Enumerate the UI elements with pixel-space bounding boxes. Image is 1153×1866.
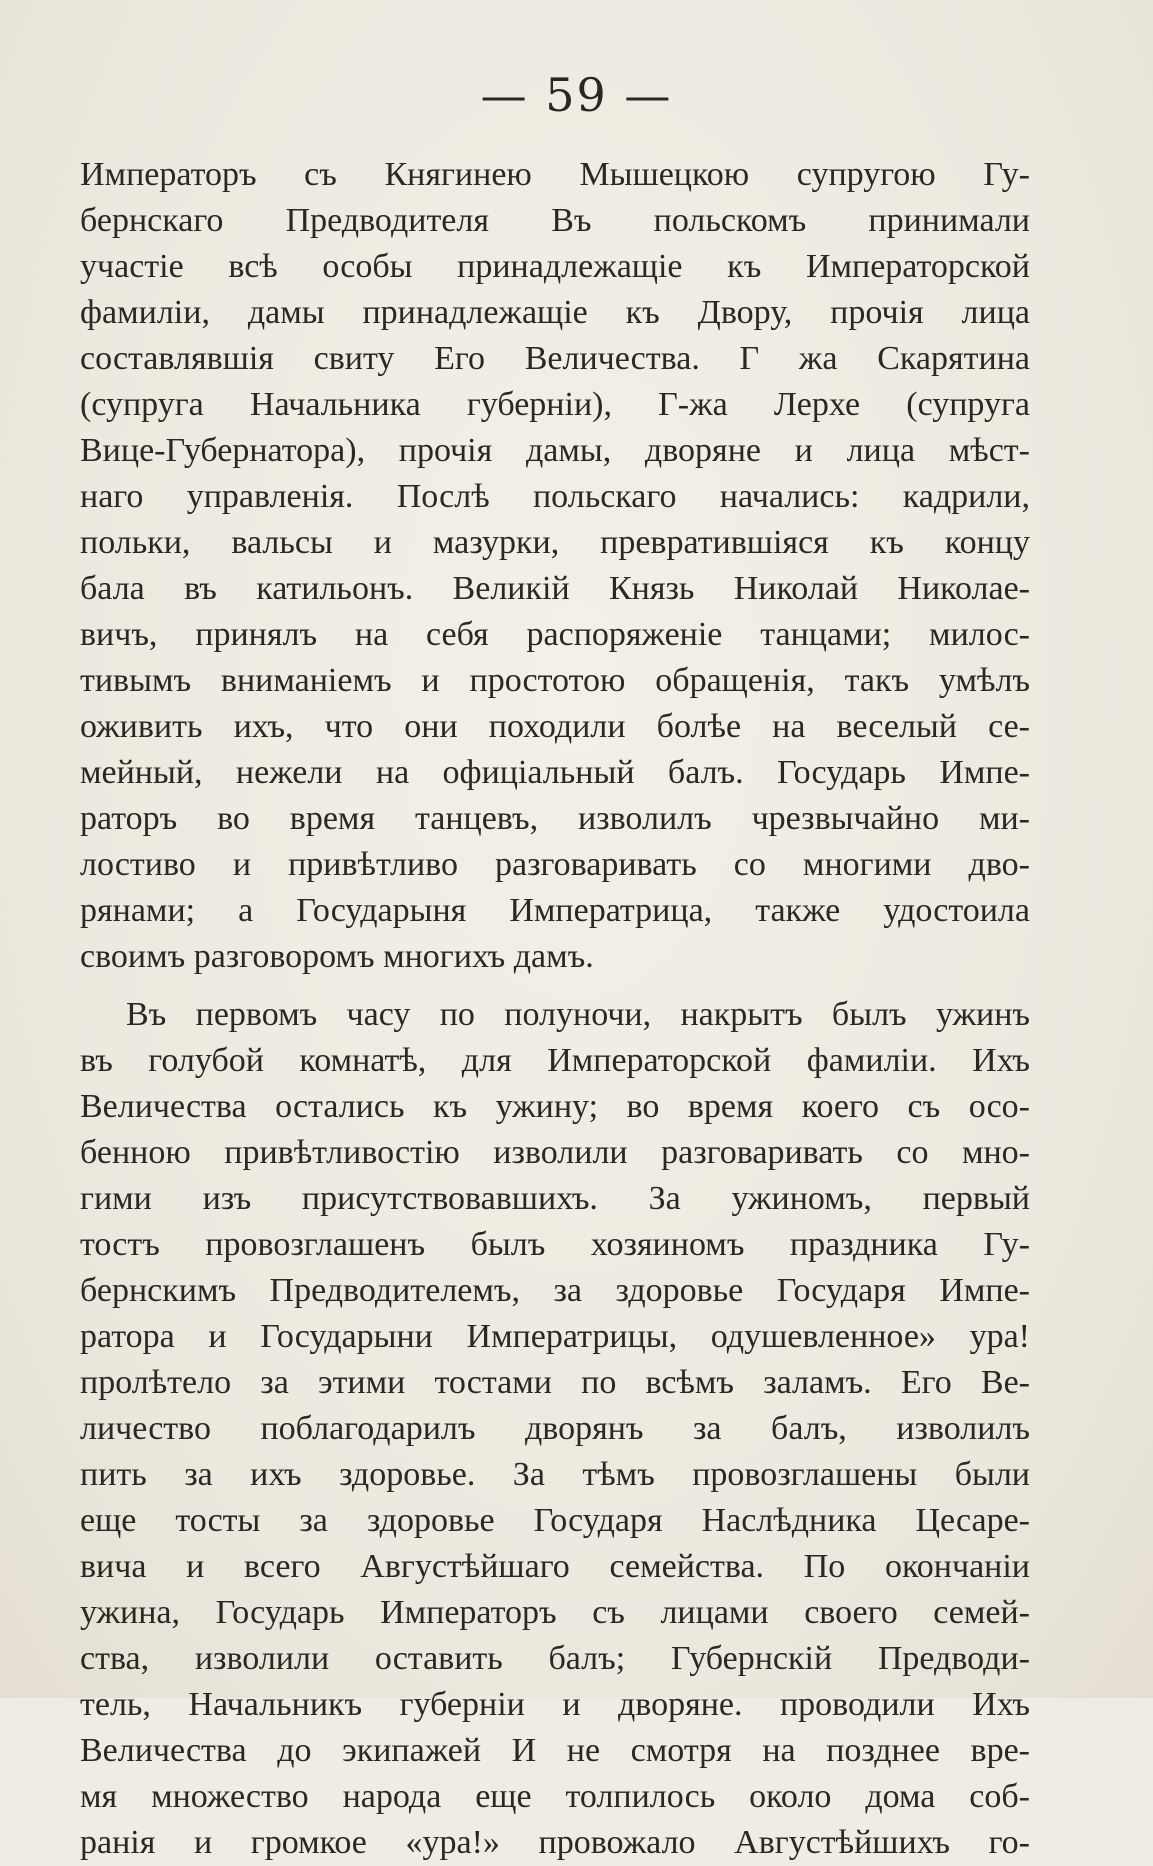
text-line: личество поблагодарилъ дворянъ за балъ, изволилъ (80, 1410, 1030, 1447)
text-line: еще тосты за здоровье Государя Наслѣдника Цесаре- (80, 1502, 1030, 1539)
text-line: тель, Начальникъ губерніи и дворяне. проводили Ихъ (80, 1686, 1030, 1723)
text-line: ужина, Государь Императоръ съ лицами своего семей- (80, 1594, 1030, 1631)
text-line: ратора и Государыни Императрицы, одушевленное» ура! (80, 1318, 1030, 1355)
text-line: ранія и громкое «ура!» провожало Августѣйшихъ го- (80, 1824, 1030, 1861)
text-line: тостъ провозглашенъ былъ хозяиномъ праздника Гу- (80, 1226, 1030, 1263)
text-line: Вице-Губернатора), прочія дамы, дворяне и лица мѣст- (80, 432, 1030, 469)
text-line: бенною привѣтливостію изволили разговаривать со мно- (80, 1134, 1030, 1171)
text-line: Величества остались къ ужину; во время коего съ осо- (80, 1088, 1030, 1125)
text-line: участіе всѣ особы принадлежащіе къ Императорской (80, 248, 1030, 285)
page-number: — 59 — (480, 68, 673, 122)
text-line: вича и всего Августѣйшаго семейства. По окончаніи (80, 1548, 1030, 1585)
text-line: бернскаго Предводителя Въ польскомъ принимали (80, 202, 1030, 239)
text-line: ства, изволили оставить балъ; Губернскій Предводи- (80, 1640, 1030, 1677)
paragraph-gap (80, 980, 1030, 992)
text-line: въ голубой комнатѣ, для Императорской фамиліи. Ихъ (80, 1042, 1030, 1079)
text-line: оживить ихъ, что они походили болѣе на веселый се- (80, 708, 1030, 745)
text-line: тивымъ вниманіемъ и простотою обращенія, такъ умѣлъ (80, 662, 1030, 699)
text-line: лостиво и привѣтливо разговаривать со многими дво- (80, 846, 1030, 883)
text-line: раторъ во время танцевъ, изволилъ чрезвычайно ми- (80, 800, 1030, 837)
paragraph-1 (80, 152, 1030, 980)
text-line: составлявшія свиту Его Величества. Г жа Скарятина (80, 340, 1030, 377)
text-line: наго управленія. Послѣ польскаго начались: кадрили, (80, 478, 1030, 515)
text-line: мейный, нежели на офиціальный балъ. Государь Импе- (80, 754, 1030, 791)
text-line: пить за ихъ здоровье. За тѣмъ провозглашены были (80, 1456, 1030, 1493)
text-line: Величества до экипажей И не смотря на позднее вре- (80, 1732, 1030, 1769)
text-line: вичъ, принялъ на себя распоряженіе танцами; милос- (80, 616, 1030, 653)
text-line: мя множество народа еще толпилось около дома соб- (80, 1778, 1030, 1815)
text-line: Въ первомъ часу по полуночи, накрытъ былъ ужинъ (126, 996, 1030, 1033)
text-line: своимъ разговоромъ многихъ дамъ. (80, 938, 594, 975)
paragraph-2 (80, 992, 1030, 1866)
text-line: пролѣтело за этими тостами по всѣмъ заламъ. Его Ве- (80, 1364, 1030, 1401)
text-line: бала въ катильонъ. Великій Князь Николай Николае- (80, 570, 1030, 607)
text-line: рянами; а Государыня Императрица, также удостоила (80, 892, 1030, 929)
text-line: (супруга Начальника губерніи), Г-жа Лерхе (супруга (80, 386, 1030, 423)
text-line: бернскимъ Предводителемъ, за здоровье Государя Импе- (80, 1272, 1030, 1309)
text-line: Императоръ съ Княгинею Мышецкою супругою Гу- (80, 156, 1030, 193)
text-line: фамиліи, дамы принадлежащіе къ Двору, прочія лица (80, 294, 1030, 331)
text-line: польки, вальсы и мазурки, превратившіяся къ концу (80, 524, 1030, 561)
body-text (80, 152, 1030, 1866)
text-line: гими изъ присутствовавшихъ. За ужиномъ, первый (80, 1180, 1030, 1217)
